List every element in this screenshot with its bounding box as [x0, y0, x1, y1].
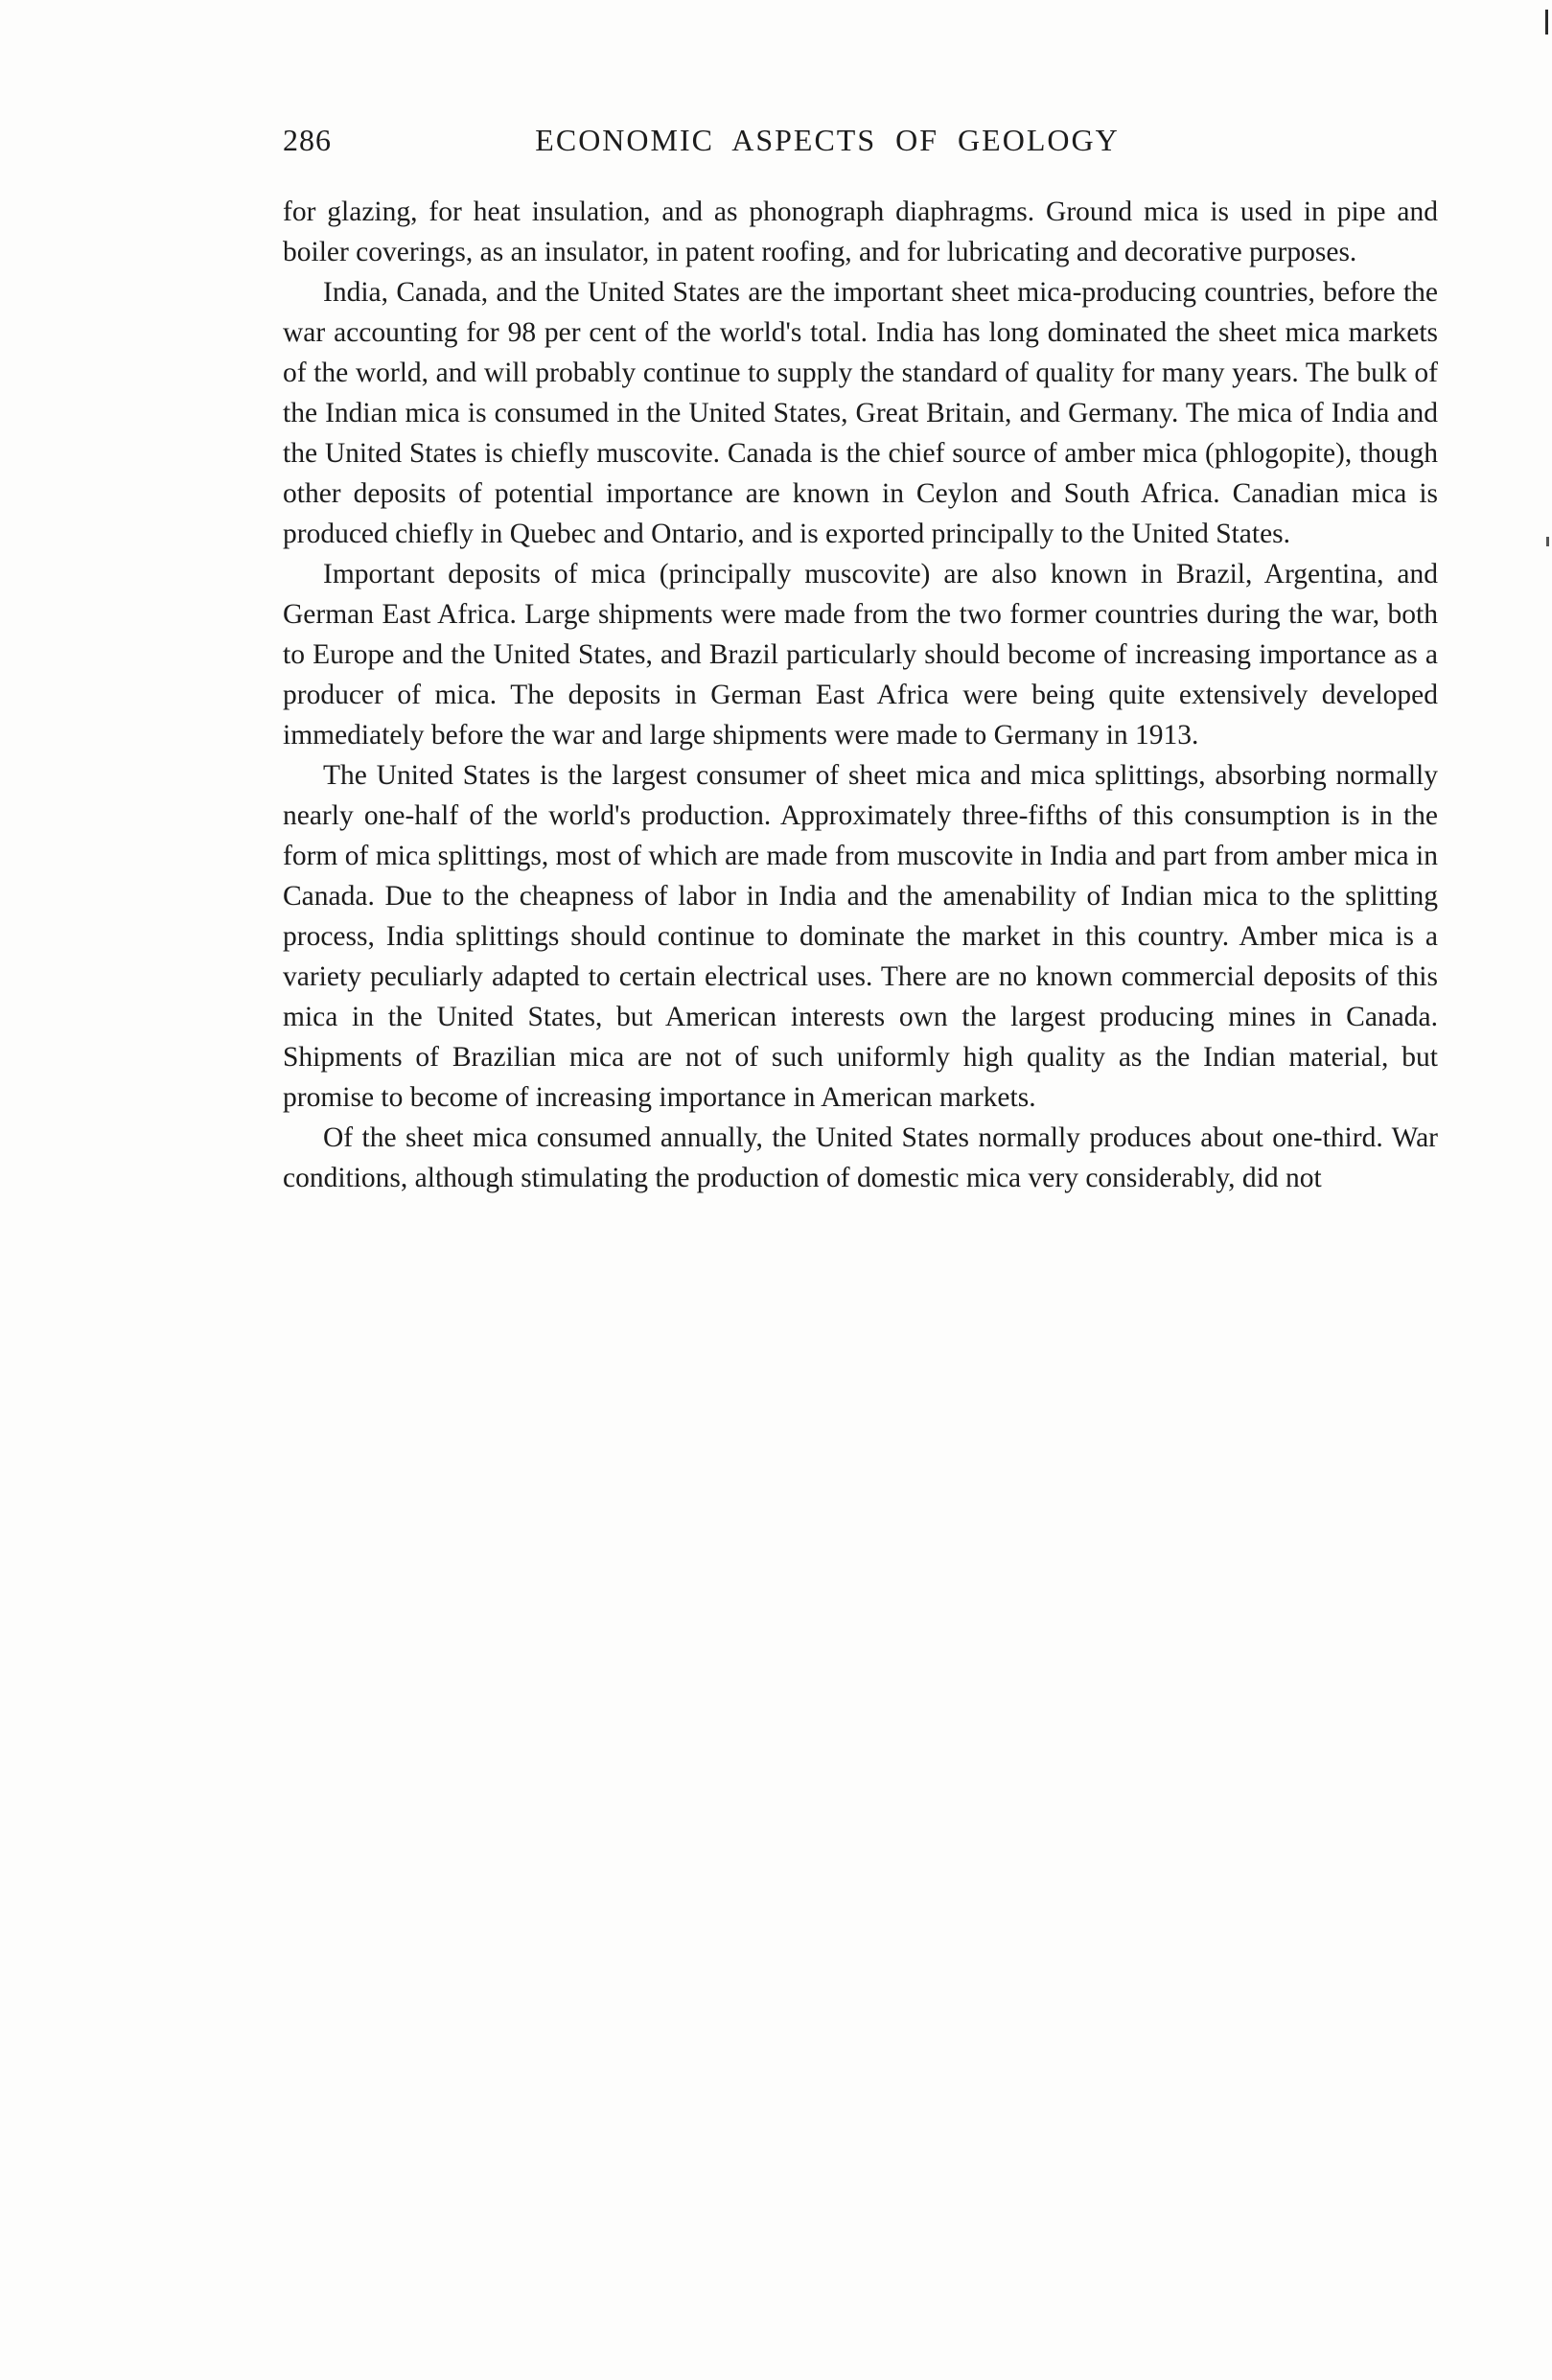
paragraph: for glazing, for heat insulation, and as phonograph diaphragms. Ground mica is used in pipe and boiler coverings, as an insulator, in patent roofing, and for lubricating and decorative purposes.	[283, 196, 1438, 267]
page-header	[283, 123, 1438, 158]
scan-artifact-side	[1546, 537, 1549, 546]
scan-artifact-top	[1545, 10, 1548, 35]
paragraph: Important deposits of mica (principally muscovite) are also known in Brazil, Argentina, and German East Africa. Large shipments were made from the two former countries during the war, both to Europe and the United States, and Brazil particularly should become of increasing importance as a producer of mica. The deposits in German East Africa were being quite extensively developed immediately before the war and large shipments were made to Germany in 1913.	[283, 559, 1438, 751]
paragraph: The United States is the largest consumer of sheet mica and mica splittings, absorbing normally nearly one-half of the world's production. Approximately three-fifths of this consumption is in the form of mica splittings, most of which are made from muscovite in India and part from amber mica in Canada. Due to the cheapness of labor in India and the amenability of Indian mica to the splitting process, India splittings should continue to dominate the market in this country. Amber mica is a variety peculiarly adapted to certain electrical uses. There are no known commercial deposits of this mica in the United States, but American interests own the largest producing mines in Canada. Shipments of Brazilian mica are not of such uniformly high quality as the Indian material, but promise to become of increasing importance in American markets.	[283, 760, 1438, 1113]
page-body	[283, 192, 1438, 1198]
paragraph: Of the sheet mica consumed annually, the United States normally produces about one-third. War conditions, although stimulating the production of domestic mica very considerably, did not	[283, 1122, 1438, 1193]
running-title: ECONOMIC ASPECTS OF GEOLOGY	[535, 123, 1120, 157]
page-number: 286	[283, 123, 332, 157]
paragraph: India, Canada, and the United States are the important sheet mica-producing countries, before the war accounting for 98 per cent of the world's total. India has long dominated the sheet mica markets of the world, and will probably continue to supply the standard of quality for many years. The bulk of the Indian mica is consumed in the United States, Great Britain, and Germany. The mica of India and the United States is chiefly muscovite. Canada is the chief source of amber mica (phlogopite), though other deposits of potential importance are known in Ceylon and South Africa. Canadian mica is produced chiefly in Quebec and Ontario, and is exported principally to the United States.	[283, 277, 1438, 549]
